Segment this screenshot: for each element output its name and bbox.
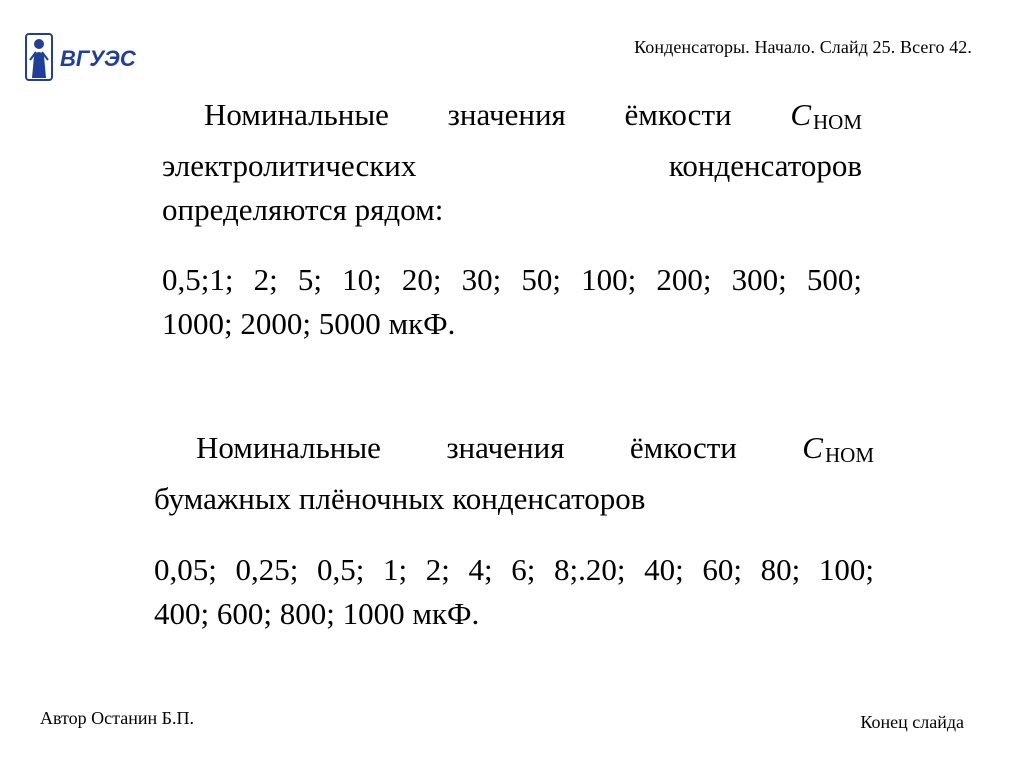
section1-symbol [790,97,862,132]
section1-line1 [162,93,862,144]
section1-line3: определяются рядом: [162,192,444,227]
section1-word-1: Номинальные [204,97,389,132]
section2-word-1: Номинальные [196,430,381,465]
section2-symbol-c: C [802,430,823,465]
section1-symbol-sub: НОМ [813,110,863,134]
section1-word-2: значения [447,97,566,132]
section1-series-line1: 0,5;1; 2; 5; 10; 20; 30; 50; 100; 200; 300; 500; [162,262,862,297]
section2-series-line1: 0,05; 0,25; 0,5; 1; 2; 4; 6; 8;.20; 40; 60; 80; 100; [154,552,874,587]
section2-symbol-sub: НОМ [824,443,874,467]
vgues-logo [24,30,144,84]
section1-line2-word-1: электролитических [162,148,417,183]
section1-line2 [162,144,862,188]
slide-info: Конденсаторы. Начало. Слайд 25. Всего 42. [634,37,972,57]
section-paper-description [154,426,874,521]
section-electrolytic-series [162,258,862,346]
section-electrolytic-description [162,93,862,232]
author-label: Автор Останин Б.П. [40,708,194,728]
section1-word-3: ёмкости [624,97,732,132]
section2-series-line2: 400; 600; 800; 1000 мкФ. [154,596,480,631]
section1-symbol-c: C [790,97,812,132]
section-paper-series [154,548,874,636]
section2-line1 [154,426,874,477]
logo-wordmark: ВГУЭС [60,46,136,71]
end-of-slide-link[interactable]: Конец слайда [860,712,964,732]
logo-emblem-icon [24,30,144,84]
section1-line2-word-2: конденсаторов [668,148,862,183]
section2-word-3: ёмкости [629,430,737,465]
section2-word-2: значения [446,430,565,465]
section2-line2: бумажных плёночных конденсаторов [154,481,646,516]
section1-series-line2: 1000; 2000; 5000 мкФ. [162,306,456,341]
section2-symbol [802,430,874,465]
